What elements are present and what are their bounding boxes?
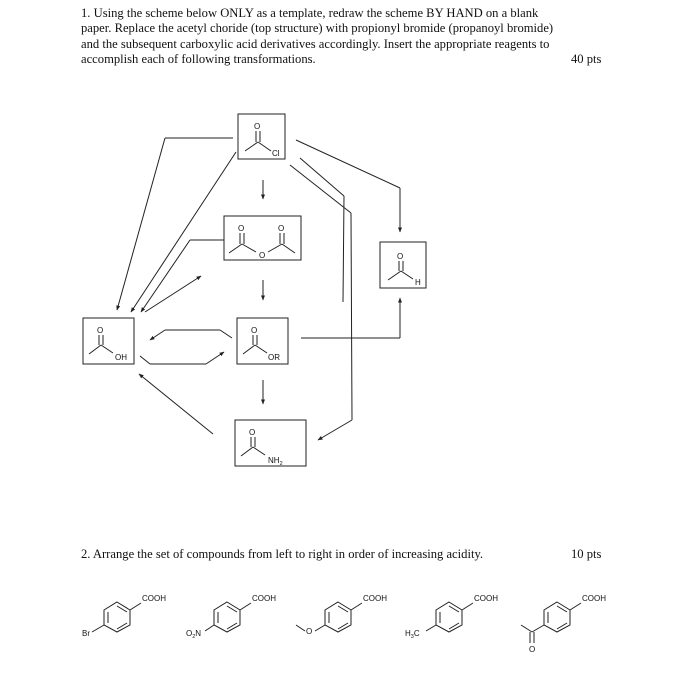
compound-4-h3c-label: $H_3C$ <box>405 629 420 640</box>
anhydride-bridge-o-label: O <box>259 251 266 260</box>
carboxylic-acid-o-label: O <box>97 326 104 335</box>
compound-3-cooh-label: COOH <box>363 594 387 603</box>
question-2-points: 10 pts <box>571 547 602 561</box>
left-arrows <box>117 138 236 434</box>
aldehyde-h-label: H <box>415 278 421 287</box>
amide-o-label: O <box>249 428 256 437</box>
carboxylic-acid-oh-label: OH <box>115 353 127 362</box>
acid-chloride-cl-label: Cl <box>272 149 280 158</box>
right-arrows <box>290 140 400 440</box>
compound-1-cooh-label: COOH <box>142 594 166 603</box>
compound-4-cooh-label: COOH <box>474 594 498 603</box>
question-1-line-3: and the subsequent carboxylic acid derivatives accordingly. Insert the appropriate reagents to <box>81 36 550 51</box>
bromobenzoic-acid-structure <box>92 602 141 632</box>
compound-2-cooh-label: COOH <box>252 594 276 603</box>
amide-nh2-label: $NH_2$ <box>268 456 283 467</box>
acidity-structures <box>92 602 581 643</box>
compound-5-cooh-label: COOH <box>582 594 606 603</box>
question-1-line-2: paper. Replace the acetyl choride (top structure) with propionyl bromide (propanoyl bromide) <box>81 21 554 36</box>
compound-2-no2-label: $O_2N$ <box>186 629 202 640</box>
ester-or-label: OR <box>268 353 280 362</box>
nitrobenzoic-acid-structure <box>205 602 251 632</box>
methylbenzoic-acid-structure <box>426 602 473 632</box>
anhydride-o-label-2: O <box>278 224 285 233</box>
compound-3-o-label: O <box>306 627 313 636</box>
anhydride-o-label-1: O <box>238 224 245 233</box>
question-1-line-1: 1. Using the scheme below ONLY as a template, redraw the scheme BY HAND on a blank <box>81 6 539 20</box>
ester-o-label: O <box>251 326 258 335</box>
acid-chloride-o-label: O <box>254 122 261 131</box>
aldehyde-o-label: O <box>397 252 404 261</box>
question-1-points: 40 pts <box>571 52 602 66</box>
compound-1-br-label: Br <box>82 629 90 638</box>
ester-structure <box>237 318 288 364</box>
ester-box <box>237 318 288 364</box>
compound-5-o-label: O <box>529 645 536 654</box>
question-2-text: 2. Arrange the set of compounds from left to right in order of increasing acidity. <box>81 547 484 561</box>
acetylbenzoic-acid-structure <box>521 602 581 643</box>
question-1-line-4: accomplish each of following transformations. <box>81 51 316 66</box>
